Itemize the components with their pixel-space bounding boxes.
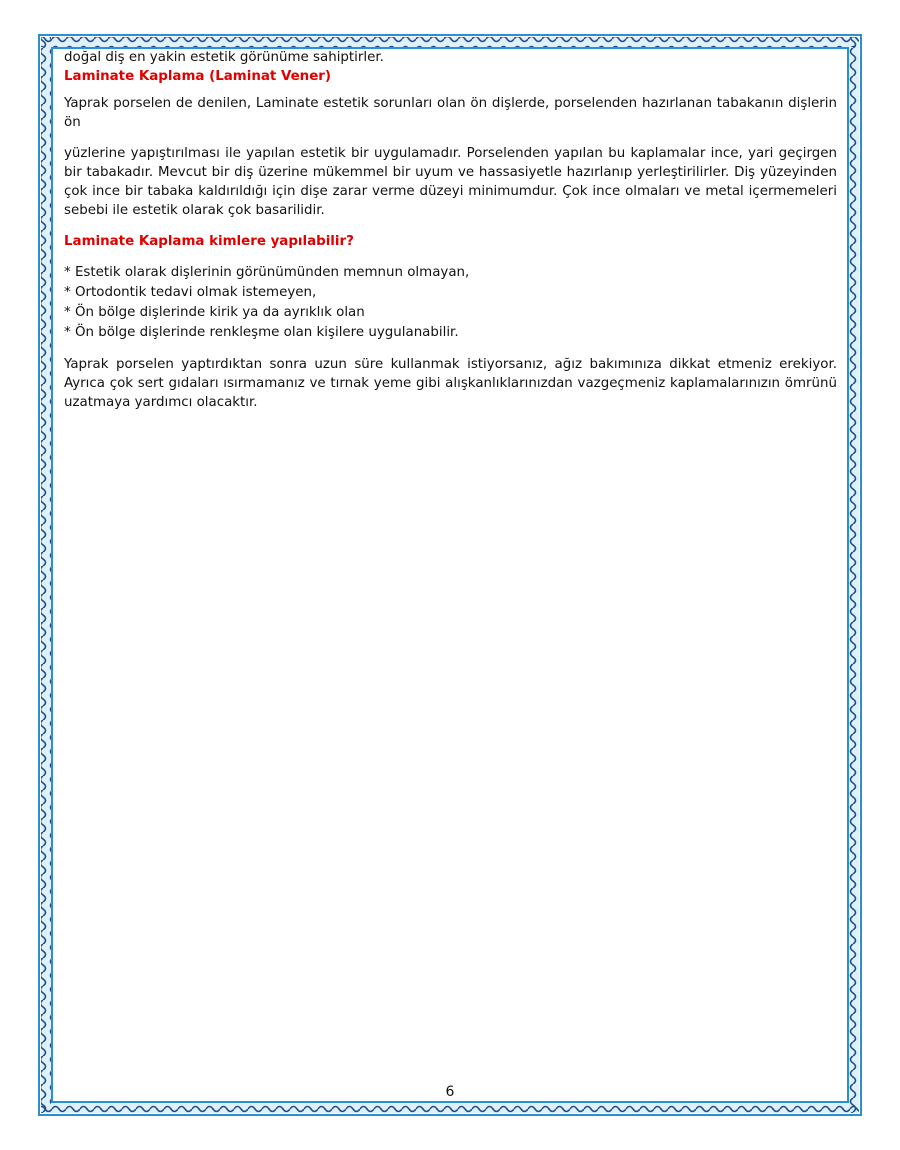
list-item: * Ortodontik tedavi olmak istemeyen, xyxy=(64,285,317,300)
document-body xyxy=(64,48,837,412)
paragraph-intro: Yaprak porselen de denilen, Laminate estetik sorunları olan ön dişlerde, porselenden hazırlanan tabakanın dişlerin ön xyxy=(64,96,837,130)
indication-list xyxy=(64,263,837,343)
paragraph-care: Yaprak porselen yaptırdıktan sonra uzun süre kullanmak istiyorsanız, ağız bakımınıza dikkat etmeniz erekiyor. Ayrıca çok sert gıdaları ısırmamanız ve tırnak yeme gibi alışkanlıklarınızdan vazgeçmeniz kaplamalarınızın ömrünü uzatmaya yardımcı olacaktır. xyxy=(64,357,837,410)
heading-kimlere-yapilabilir: Laminate Kaplama kimlere yapılabilir? xyxy=(64,234,354,249)
list-item: * Ön bölge dişlerinde renkleşme olan kişilere uygulanabilir. xyxy=(64,325,459,340)
heading-laminate-kaplama: Laminate Kaplama (Laminat Vener) xyxy=(64,69,332,84)
page-number: 6 xyxy=(445,1084,455,1100)
list-item: * Ön bölge dişlerinde kirik ya da ayrıklık olan xyxy=(64,305,365,320)
list-item: * Estetik olarak dişlerinin görünümünden memnun olmayan, xyxy=(64,265,470,280)
intro-line: doğal diş en yakin estetik görünüme sahiptirler. xyxy=(64,50,384,65)
paragraph-details: yüzlerine yapıştırılması ile yapılan estetik bir uygulamadır. Porselenden yapılan bu kaplamalar ince, yari geçirgen bir tabakadır. Mevcut bir diş üzerine mükemmel bir uyum ve hassasiyetle hazırlanıp yerleştirilirler. Diş yüzeyinden çok ince bir tabaka kaldırıldığı için dişe zarar verme düzeyi minimumdur. Çok ince olmaları ve metal içermemeleri sebebi ile estetik olarak çok basarilidir. xyxy=(64,146,837,218)
